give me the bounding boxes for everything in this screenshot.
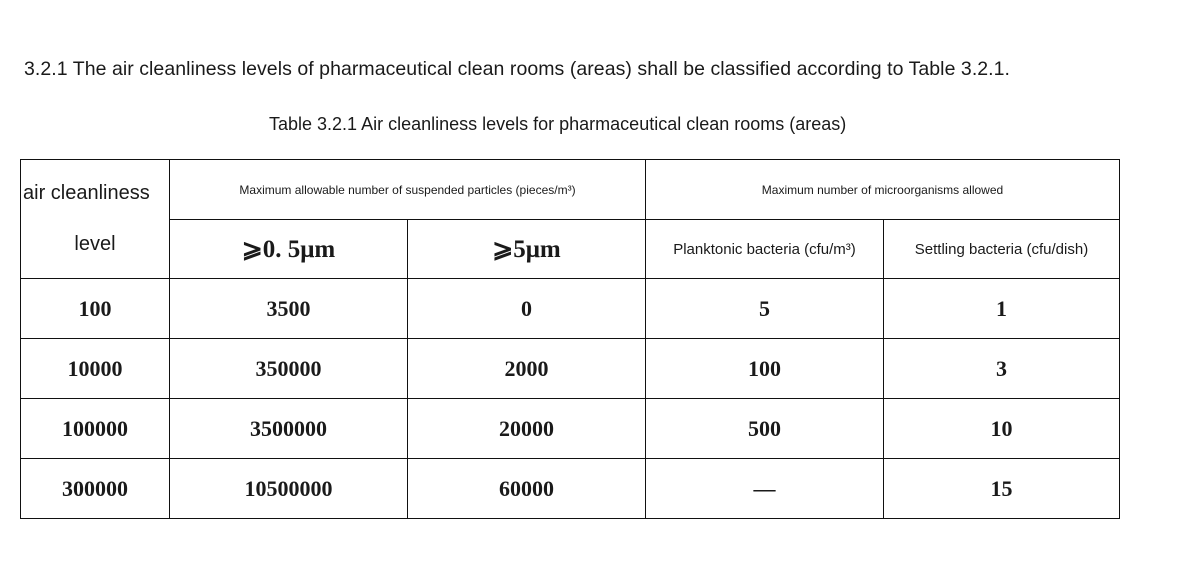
cell-particles-0-5um: 3500 — [170, 279, 408, 339]
cell-particles-0-5um: 350000 — [170, 339, 408, 399]
level-header-line2: level — [74, 233, 116, 255]
subheader-particles-5um: ⩾5μm — [408, 220, 646, 279]
subheader-planktonic: Planktonic bacteria (cfu/m³) — [646, 220, 884, 279]
cell-particles-5um: 0 — [408, 279, 646, 339]
cell-particles-5um: 2000 — [408, 339, 646, 399]
table-row — [21, 279, 1120, 339]
cell-planktonic: 100 — [646, 339, 884, 399]
table-row — [21, 459, 1120, 519]
cell-level: 10000 — [21, 339, 170, 399]
level-header-cell — [21, 160, 170, 279]
cleanliness-table — [20, 159, 1120, 519]
cell-level: 300000 — [21, 459, 170, 519]
cell-level: 100000 — [21, 399, 170, 459]
subheader-settling: Settling bacteria (cfu/dish) — [884, 220, 1120, 279]
level-header-line1: air cleanliness — [23, 182, 150, 204]
cell-planktonic: 500 — [646, 399, 884, 459]
cell-settling: 3 — [884, 339, 1120, 399]
cell-settling: 10 — [884, 399, 1120, 459]
cell-settling: 15 — [884, 459, 1120, 519]
table-row — [21, 339, 1120, 399]
cell-planktonic: 5 — [646, 279, 884, 339]
table-header-row — [21, 160, 1120, 220]
cell-particles-5um: 60000 — [408, 459, 646, 519]
cell-settling: 1 — [884, 279, 1120, 339]
microorganisms-header: Maximum number of microorganisms allowed — [646, 160, 1120, 220]
subheader-particles-0-5um: ⩾0. 5μm — [170, 220, 408, 279]
table-row — [21, 399, 1120, 459]
cell-planktonic: — — [646, 459, 884, 519]
cell-particles-5um: 20000 — [408, 399, 646, 459]
table-caption: Table 3.2.1 Air cleanliness levels for pharmaceutical clean rooms (areas) — [269, 114, 847, 134]
cell-particles-0-5um: 10500000 — [170, 459, 408, 519]
cell-level: 100 — [21, 279, 170, 339]
clause-text: 3.2.1 The air cleanliness levels of pharmaceutical clean rooms (areas) shall be classified according to Table 3.2.1. — [24, 58, 1011, 80]
table-subheader-row — [21, 220, 1120, 279]
particles-header: Maximum allowable number of suspended particles (pieces/m³) — [170, 160, 646, 220]
cell-particles-0-5um: 3500000 — [170, 399, 408, 459]
